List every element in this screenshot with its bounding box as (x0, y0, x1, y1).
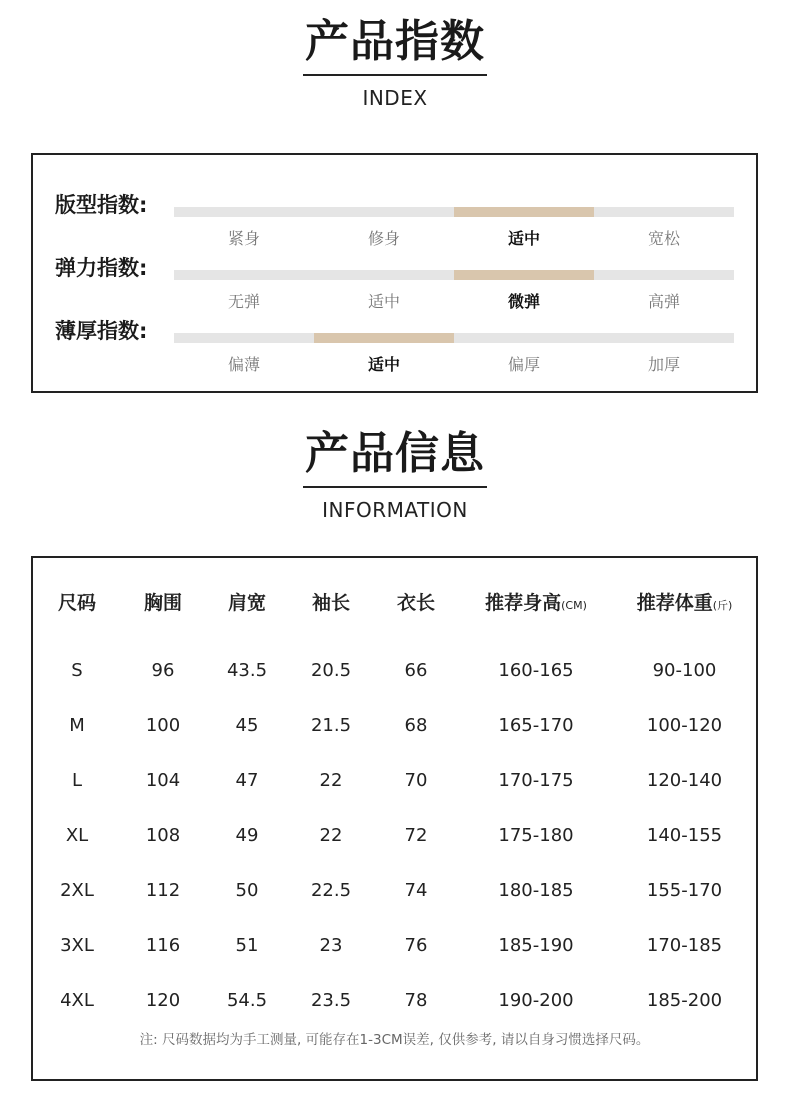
index-option-selected: 适中 (367, 355, 400, 374)
table-cell: 112 (145, 880, 181, 901)
index-panel (31, 153, 758, 393)
column-header (613, 588, 756, 615)
index-option: 偏薄 (227, 355, 260, 374)
index-scale-bar (174, 207, 734, 217)
column-header (121, 588, 205, 615)
column-header-label: 推荐体重 (636, 591, 713, 614)
measurement-note: 注: 尺码数据均为手工测量, 可能存在1-3CM误差, 仅供参考, 请以自身习惯选择尺码。 (139, 1032, 650, 1048)
table-cell: 70 (404, 770, 428, 791)
index-section-header (0, 18, 790, 110)
table-cell: 78 (404, 990, 428, 1011)
table-cell: 22 (319, 770, 343, 791)
table-cell: 120 (145, 990, 181, 1011)
table-cell: L (71, 770, 83, 791)
index-scale-bar (174, 333, 734, 343)
info-subtitle: INFORMATION (322, 498, 468, 523)
table-cell: 66 (404, 660, 428, 681)
column-header-label: 衣长 (396, 591, 435, 614)
index-option: 紧身 (227, 229, 260, 248)
scale-segment (594, 270, 734, 280)
index-row (33, 232, 756, 311)
table-cell: 45 (235, 715, 259, 736)
column-header-unit: (CM) (561, 598, 587, 612)
index-label: 薄厚指数: (55, 319, 148, 343)
scale-segment (174, 207, 314, 217)
index-row (33, 169, 756, 248)
column-header (459, 588, 613, 615)
table-cell: 170-185 (646, 935, 723, 956)
table-cell: S (71, 660, 83, 681)
column-header (205, 588, 289, 615)
column-header-label: 胸围 (143, 591, 182, 614)
scale-segment (314, 207, 454, 217)
info-title: 产品信息 (303, 430, 487, 488)
column-header (289, 588, 373, 615)
table-cell: 68 (404, 715, 428, 736)
table-cell: M (69, 715, 85, 736)
scale-segment (174, 270, 314, 280)
info-section-header (0, 430, 790, 522)
table-cell: 120-140 (646, 770, 723, 791)
scale-segment-selected (454, 207, 594, 217)
index-option: 适中 (367, 292, 400, 311)
size-info-panel (31, 556, 758, 1081)
index-option: 宽松 (647, 229, 680, 248)
index-option-selected: 适中 (507, 229, 540, 248)
table-cell: 43.5 (226, 660, 268, 681)
column-header (33, 588, 121, 615)
table-cell: 190-200 (498, 990, 574, 1011)
table-row (33, 918, 756, 973)
table-cell: 140-155 (646, 825, 723, 846)
scale-segment (174, 333, 314, 343)
table-cell: 4XL (60, 990, 94, 1011)
index-option-selected: 微弹 (507, 292, 540, 311)
table-cell: 72 (404, 825, 428, 846)
table-row (33, 973, 756, 1028)
column-header-label: 袖长 (311, 591, 350, 614)
table-cell: 175-180 (498, 825, 574, 846)
index-option: 偏厚 (507, 355, 540, 374)
index-option: 加厚 (647, 355, 680, 374)
table-cell: 116 (145, 935, 181, 956)
table-cell: 54.5 (226, 990, 268, 1011)
table-cell: 170-175 (498, 770, 574, 791)
index-row (33, 295, 756, 374)
scale-segment-selected (454, 270, 594, 280)
table-cell: 74 (404, 880, 428, 901)
scale-segment (594, 333, 734, 343)
column-header-label: 肩宽 (227, 591, 266, 614)
table-cell: 76 (404, 935, 428, 956)
size-table (33, 580, 756, 1028)
table-cell: XL (65, 825, 89, 846)
scale-segment (314, 270, 454, 280)
table-row (33, 863, 756, 918)
scale-segment (594, 207, 734, 217)
table-cell: 90-100 (652, 660, 717, 681)
table-cell: 50 (235, 880, 259, 901)
index-label: 版型指数: (55, 193, 148, 217)
table-row (33, 753, 756, 808)
table-header-row (33, 580, 756, 622)
table-cell: 155-170 (646, 880, 723, 901)
table-row (33, 643, 756, 698)
table-cell: 3XL (60, 935, 94, 956)
scale-segment-selected (314, 333, 454, 343)
index-label: 弹力指数: (55, 256, 148, 280)
table-cell: 23 (319, 935, 343, 956)
table-cell: 23.5 (310, 990, 352, 1011)
table-cell: 185-200 (646, 990, 723, 1011)
index-option: 无弹 (227, 292, 260, 311)
index-options (174, 352, 734, 375)
table-cell: 51 (235, 935, 259, 956)
table-cell: 21.5 (310, 715, 352, 736)
table-cell: 22 (319, 825, 343, 846)
index-option: 修身 (367, 229, 400, 248)
table-cell: 20.5 (310, 660, 352, 681)
table-cell: 160-165 (498, 660, 574, 681)
column-header (373, 588, 459, 615)
table-row (33, 808, 756, 863)
table-cell: 108 (145, 825, 181, 846)
table-cell: 104 (145, 770, 181, 791)
table-cell: 49 (235, 825, 259, 846)
table-cell: 180-185 (498, 880, 574, 901)
scale-segment (454, 333, 594, 343)
table-cell: 165-170 (498, 715, 574, 736)
table-cell: 100-120 (646, 715, 723, 736)
index-option: 高弹 (647, 292, 680, 311)
table-cell: 185-190 (498, 935, 574, 956)
index-subtitle: INDEX (362, 86, 428, 111)
table-cell: 22.5 (310, 880, 352, 901)
index-scale-bar (174, 270, 734, 280)
table-cell: 96 (151, 660, 175, 681)
index-title: 产品指数 (303, 18, 487, 76)
column-header-unit: (斤) (712, 598, 733, 612)
column-header-label: 推荐身高 (485, 591, 562, 614)
table-row (33, 698, 756, 753)
table-cell: 2XL (60, 880, 94, 901)
column-header-label: 尺码 (57, 591, 96, 614)
table-cell: 100 (145, 715, 181, 736)
table-cell: 47 (235, 770, 259, 791)
